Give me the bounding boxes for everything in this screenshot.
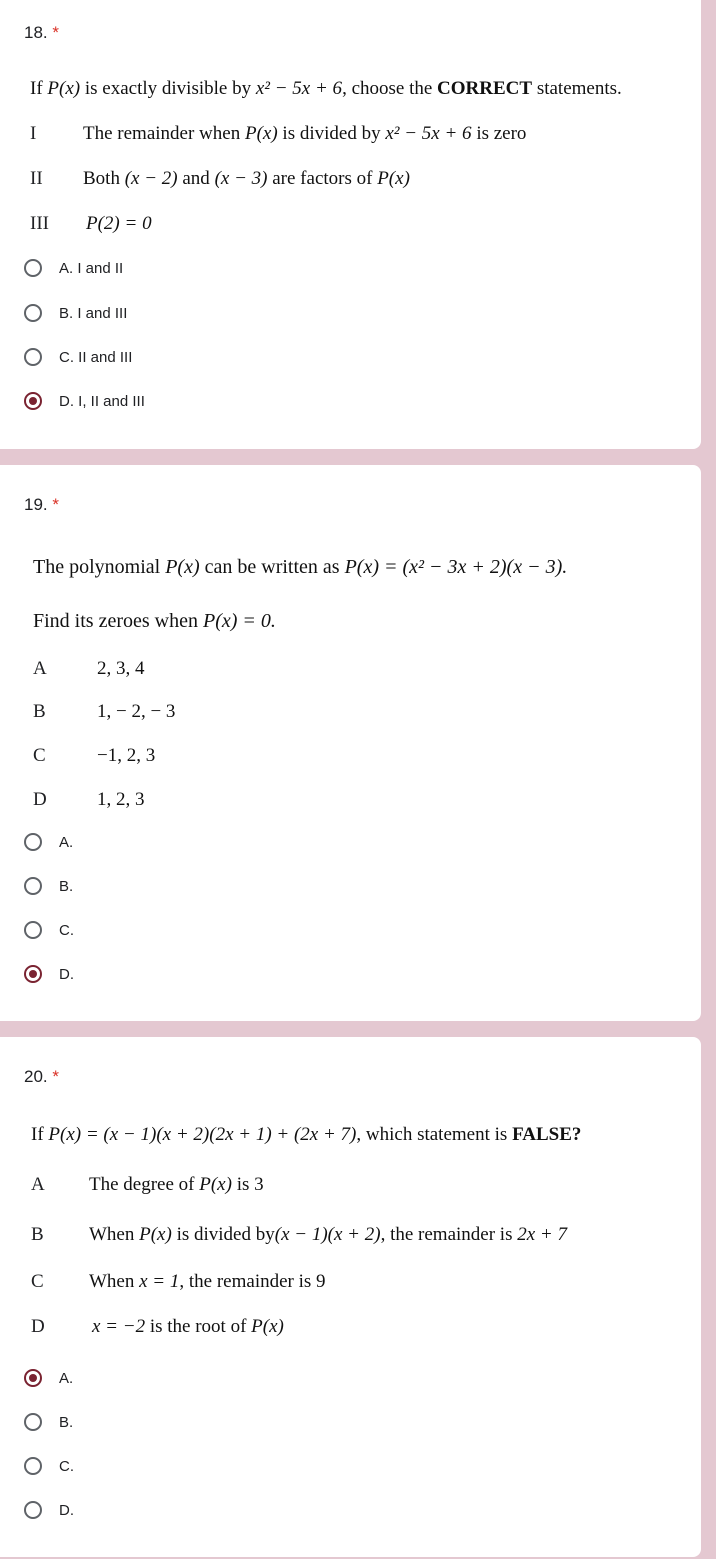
radio-button[interactable] bbox=[24, 921, 42, 939]
choice-text: 1, 2, 3 bbox=[97, 789, 145, 810]
option-a[interactable]: A. bbox=[24, 831, 73, 853]
question-stem-line2: Find its zeroes when P(x) = 0. bbox=[33, 610, 276, 632]
radio-button[interactable] bbox=[24, 304, 42, 322]
option-c[interactable]: C. II and III bbox=[24, 346, 132, 368]
statement-text: Both (x − 2) and (x − 3) are factors of P(x) bbox=[83, 168, 410, 189]
radio-button[interactable] bbox=[24, 1413, 42, 1431]
question-card-19 bbox=[0, 465, 701, 1021]
statement-text: P(2) = 0 bbox=[86, 213, 152, 234]
option-d[interactable]: D. I, II and III bbox=[24, 390, 145, 412]
choice-label: B bbox=[31, 1224, 44, 1245]
option-a[interactable]: A. bbox=[24, 1367, 73, 1389]
choice-label: B bbox=[33, 701, 46, 722]
radio-button-selected[interactable] bbox=[24, 965, 42, 983]
statement-label: III bbox=[30, 213, 49, 234]
option-b[interactable]: B. I and III bbox=[24, 302, 127, 324]
option-d[interactable]: D. bbox=[24, 1499, 74, 1521]
choice-text: When P(x) is divided by(x − 1)(x + 2), the remainder is 2x + 7 bbox=[89, 1224, 567, 1245]
choice-text: 1, − 2, − 3 bbox=[97, 701, 176, 722]
option-d[interactable]: D. bbox=[24, 963, 74, 985]
radio-button[interactable] bbox=[24, 1501, 42, 1519]
choice-text: x = −2 is the root of P(x) bbox=[92, 1316, 284, 1337]
radio-button[interactable] bbox=[24, 877, 42, 895]
radio-button[interactable] bbox=[24, 833, 42, 851]
radio-button[interactable] bbox=[24, 348, 42, 366]
choice-label: A bbox=[31, 1174, 45, 1195]
required-asterisk: * bbox=[52, 23, 59, 42]
choice-text: The degree of P(x) is 3 bbox=[89, 1174, 264, 1195]
question-card-20 bbox=[0, 1037, 701, 1557]
question-stem: The polynomial P(x) can be written as P(x) = (x² − 3x + 2)(x − 3). bbox=[33, 556, 568, 578]
radio-button[interactable] bbox=[24, 259, 42, 277]
question-card-18 bbox=[0, 0, 701, 449]
choice-text: −1, 2, 3 bbox=[97, 745, 156, 766]
required-asterisk: * bbox=[52, 495, 59, 514]
choice-label: D bbox=[33, 789, 47, 810]
choice-label: C bbox=[31, 1271, 44, 1292]
choice-text: When x = 1, the remainder is 9 bbox=[89, 1271, 326, 1292]
choice-text: 2, 3, 4 bbox=[97, 658, 145, 679]
radio-button[interactable] bbox=[24, 1457, 42, 1475]
choice-label: A bbox=[33, 658, 47, 679]
option-b[interactable]: B. bbox=[24, 1411, 73, 1433]
statement-text: The remainder when P(x) is divided by x² − 5x + 6 is zero bbox=[83, 123, 527, 144]
option-c[interactable]: C. bbox=[24, 919, 74, 941]
option-b[interactable]: B. bbox=[24, 875, 73, 897]
radio-button-selected[interactable] bbox=[24, 392, 42, 410]
question-number: 19. * bbox=[24, 495, 59, 514]
required-asterisk: * bbox=[52, 1067, 59, 1086]
choice-label: C bbox=[33, 745, 46, 766]
option-c[interactable]: C. bbox=[24, 1455, 74, 1477]
question-number: 18. * bbox=[24, 23, 59, 42]
question-stem: If P(x) is exactly divisible by x² − 5x + 6, choose the CORRECT statements. bbox=[30, 78, 622, 99]
question-stem: If P(x) = (x − 1)(x + 2)(2x + 1) + (2x + 7), which statement is FALSE? bbox=[31, 1124, 582, 1145]
question-number: 20. * bbox=[24, 1067, 59, 1086]
statement-label: II bbox=[30, 168, 43, 189]
radio-button-selected[interactable] bbox=[24, 1369, 42, 1387]
statement-label: I bbox=[30, 123, 37, 144]
choice-label: D bbox=[31, 1316, 45, 1337]
option-a[interactable]: A. I and II bbox=[24, 257, 123, 279]
